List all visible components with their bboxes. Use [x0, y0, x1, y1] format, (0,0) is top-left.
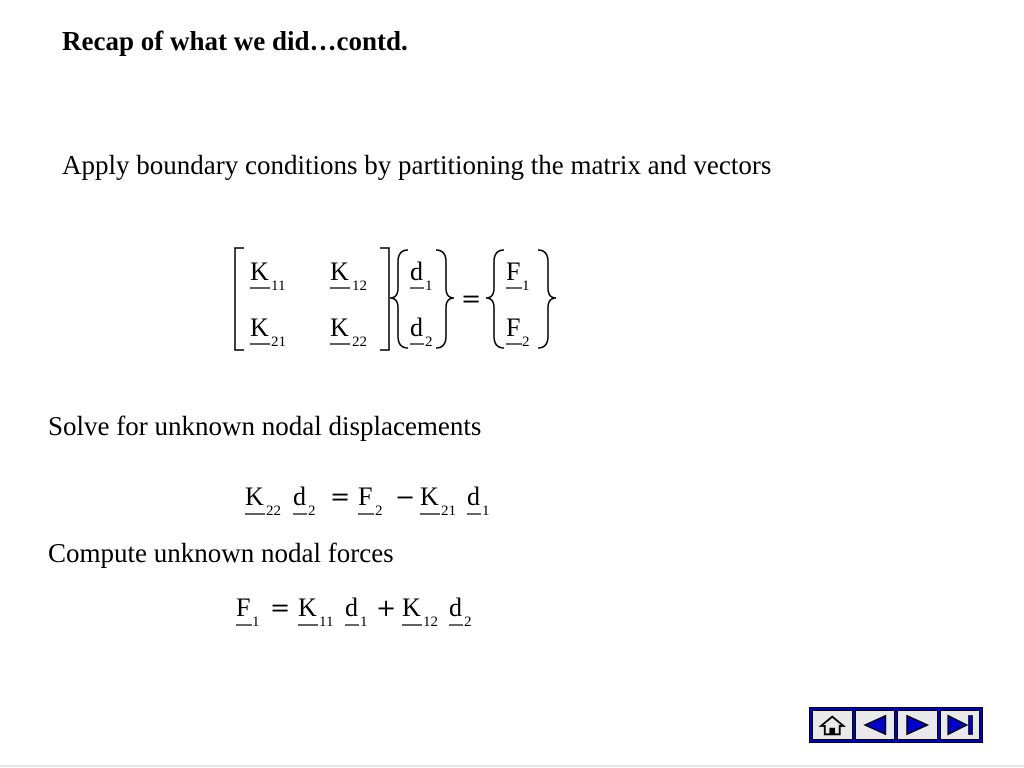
d2-symbol: d: [410, 313, 423, 342]
eq3-f1: F: [236, 593, 251, 622]
bottom-divider: [0, 765, 1024, 767]
f2-subscript: 2: [522, 334, 530, 350]
k21-symbol: K: [250, 313, 269, 342]
slide-navigation: [809, 707, 983, 743]
eq3-k11-sub: 11: [319, 614, 334, 630]
eq2-k21: K: [420, 482, 439, 511]
eq3-d2: d: [449, 593, 462, 622]
eq3-d1: d: [345, 593, 358, 622]
eq3-plus: +: [376, 594, 397, 622]
eq3-equals: =: [270, 594, 291, 622]
eq2-f: F: [358, 482, 373, 511]
slide-title: Recap of what we did…contd.: [62, 26, 408, 56]
eq3-k12-sub: 12: [423, 614, 438, 630]
d1-symbol: d: [410, 257, 423, 286]
f1-subscript: 1: [522, 278, 530, 294]
f1-symbol: F: [506, 257, 521, 286]
k12-symbol: K: [330, 257, 349, 286]
triangle-left-icon: [856, 711, 895, 739]
k21-subscript: 21: [271, 334, 286, 350]
equals-sign: =: [461, 285, 482, 313]
f2-symbol: F: [506, 313, 521, 342]
eq2-k21-sub: 21: [441, 503, 456, 519]
step-apply-boundary-conditions: Apply boundary conditions by partitioning the matrix and vectors: [62, 150, 772, 180]
home-icon: [813, 711, 852, 739]
home-button[interactable]: [812, 710, 853, 740]
k11-symbol: K: [250, 257, 269, 286]
d2-subscript: 2: [425, 334, 433, 350]
skip-to-end-icon: [941, 711, 980, 739]
eq2-d: d: [293, 482, 306, 511]
step-compute-forces: Compute unknown nodal forces: [48, 538, 394, 568]
k12-subscript: 12: [352, 278, 367, 294]
k11-subscript: 11: [271, 278, 286, 294]
eq3-f1-sub: 1: [252, 614, 260, 630]
eq3-d1-sub: 1: [360, 614, 368, 630]
eq2-d1: d: [467, 482, 480, 511]
eq2-d1-sub: 1: [482, 503, 490, 519]
last-slide-button[interactable]: [940, 710, 981, 740]
eq3-d2-sub: 2: [464, 614, 472, 630]
d1-subscript: 1: [425, 278, 433, 294]
k22-subscript: 22: [352, 334, 367, 350]
step-solve-displacements: Solve for unknown nodal displacements: [48, 411, 482, 441]
eq2-minus: −: [395, 483, 416, 511]
eq3-k12: K: [402, 593, 421, 622]
eq2-k-sub: 22: [266, 503, 281, 519]
eq2-equals: =: [330, 483, 351, 511]
eq2-k: K: [245, 482, 264, 511]
eq3-k11: K: [298, 593, 317, 622]
triangle-right-icon: [898, 711, 937, 739]
eq2-f-sub: 2: [375, 503, 383, 519]
k22-symbol: K: [330, 313, 349, 342]
eq2-d-sub: 2: [308, 503, 316, 519]
previous-slide-button[interactable]: [855, 710, 896, 740]
next-slide-button[interactable]: [897, 710, 938, 740]
